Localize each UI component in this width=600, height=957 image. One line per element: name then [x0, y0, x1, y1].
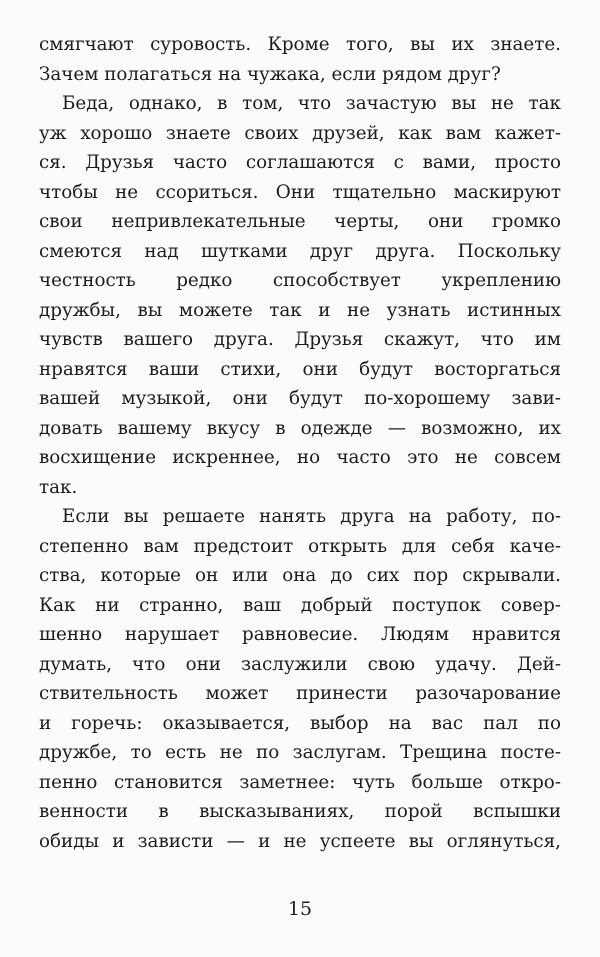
page-number: 15 [287, 898, 313, 920]
text-line: ства, которые он или она до сих пор скрывали. [39, 565, 561, 586]
text-line: степенно вам предстоит открыть для себя каче- [39, 535, 561, 557]
text-line: обиды и зависти — и не успеете вы оглянуться, [39, 830, 561, 852]
text-line: Беда, однако, в том, что зачастую вы не так [62, 93, 561, 114]
text-line: смягчают суровость. Кроме того, вы их знаете. [39, 34, 561, 55]
text-line: довать вашему вкусу в одежде — возможно, их [39, 417, 561, 439]
text-line: дружбе, то есть не по заслугам. Трещина посте- [39, 742, 561, 763]
text-line: чувств вашего друга. Друзья скажут, что им [39, 329, 561, 350]
text-line: шенно нарушает равновесие. Людям нравится [39, 624, 561, 645]
text-line: пенно становится заметнее: чуть больше откро- [39, 771, 561, 793]
text-line: смеются над шутками друг друга. Поскольку [39, 240, 561, 262]
text-line: вашей музыкой, они будут по-хорошему зави- [39, 388, 561, 409]
text-line: восхищение искреннее, но часто это не совсем [39, 447, 561, 468]
text-line: Если вы решаете нанять друга на работу, по- [62, 506, 561, 527]
text-line: думать, что они заслужили свою удачу. Дей- [39, 653, 561, 675]
text-line: чтобы не ссориться. Они тщательно маскируют [39, 181, 561, 203]
text-line: Зачем полагаться на чужака, если рядом друг? [39, 63, 501, 85]
body-text [39, 30, 561, 856]
text-line: венности в высказываниях, порой вспышки [39, 801, 561, 822]
text-line: дружбы, вы можете так и не узнать истинных [39, 299, 561, 321]
text-line: Как ни странно, ваш добрый поступок совер- [39, 594, 561, 616]
text-line: честность редко способствует укреплению [39, 270, 561, 291]
text-line: ствительность может принести разочарование [39, 683, 561, 704]
text-line: ся. Друзья часто соглашаются с вами, просто [39, 152, 561, 173]
text-line: свои непривлекательные черты, они громко [39, 211, 561, 232]
text-line: и горечь: оказывается, выбор на вас пал по [39, 712, 561, 734]
text-line: так. [39, 476, 78, 498]
text-line: уж хорошо знаете своих друзей, как вам кажет- [39, 122, 561, 144]
text-line: нравятся ваши стихи, они будут восторгаться [39, 358, 561, 380]
